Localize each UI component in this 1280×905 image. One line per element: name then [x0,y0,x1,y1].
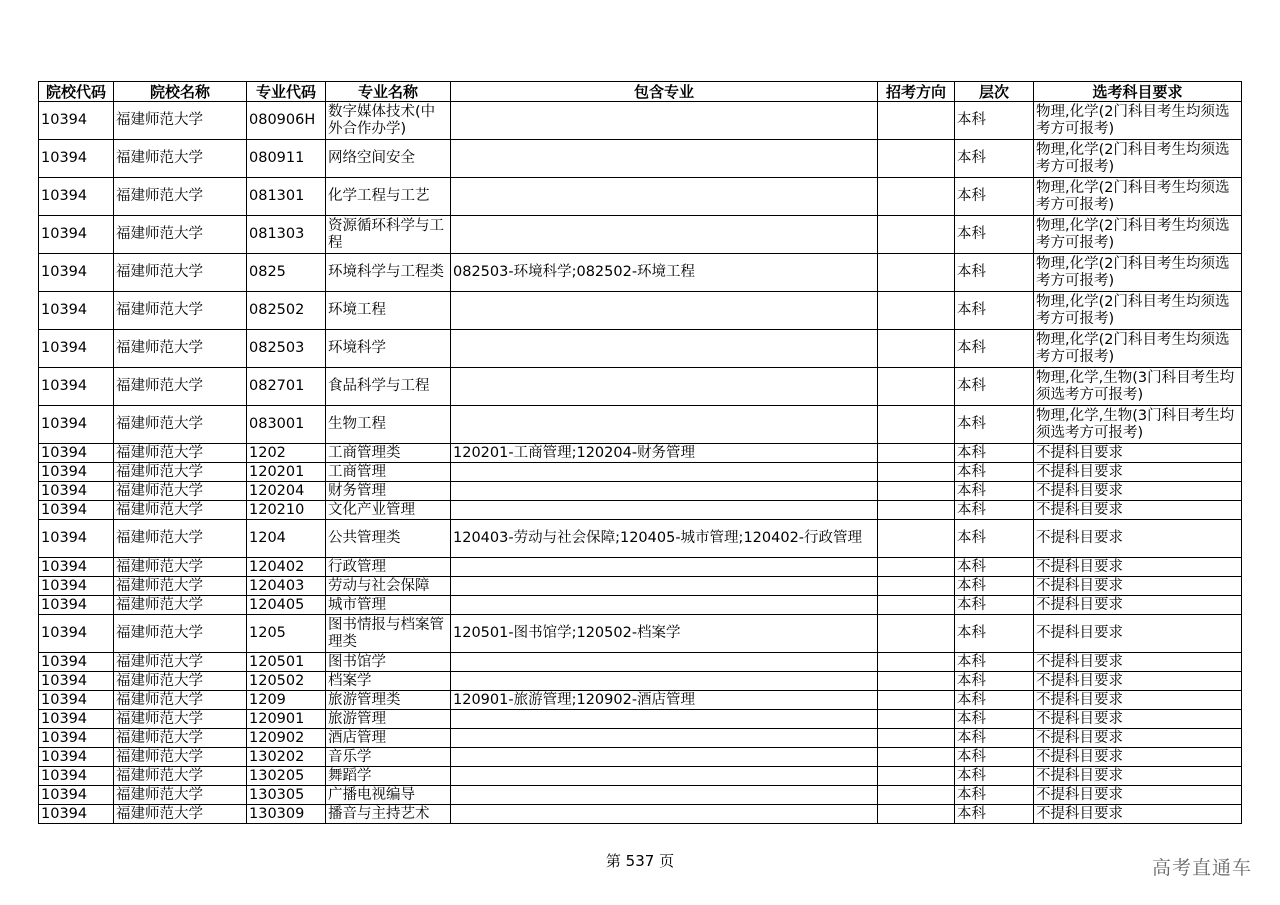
cell-major-code: 1209 [247,691,326,710]
cell-school-code: 10394 [39,216,114,254]
cell-school-name: 福建师范大学 [114,710,247,729]
cell-level: 本科 [955,786,1034,805]
cell-school-code: 10394 [39,558,114,577]
cell-subject-requirements: 不提科目要求 [1034,615,1242,653]
cell-level: 本科 [955,501,1034,520]
cell-direction [878,178,955,216]
cell-major-code: 120201 [247,463,326,482]
cell-school-code: 10394 [39,444,114,463]
cell-level: 本科 [955,805,1034,824]
cell-school-name: 福建师范大学 [114,672,247,691]
cell-major-name: 图书馆学 [326,653,451,672]
table-row [39,596,1242,615]
cell-direction [878,140,955,178]
cell-direction [878,577,955,596]
cell-major-code: 130202 [247,748,326,767]
cell-major-code: 082503 [247,330,326,368]
cell-school-code: 10394 [39,653,114,672]
cell-major-name: 工商管理 [326,463,451,482]
cell-school-name: 福建师范大学 [114,463,247,482]
cell-major-name: 档案学 [326,672,451,691]
table-row [39,501,1242,520]
cell-major-code: 120902 [247,729,326,748]
cell-included-majors: 120201-工商管理;120204-财务管理 [451,444,878,463]
cell-major-name: 资源循环科学与工程 [326,216,451,254]
cell-level: 本科 [955,102,1034,140]
cell-major-name: 行政管理 [326,558,451,577]
cell-direction [878,482,955,501]
cell-school-name: 福建师范大学 [114,140,247,178]
cell-school-code: 10394 [39,710,114,729]
cell-school-code: 10394 [39,729,114,748]
cell-school-name: 福建师范大学 [114,691,247,710]
table-row [39,482,1242,501]
cell-included-majors [451,786,878,805]
header-subject-requirements: 选考科目要求 [1034,82,1242,102]
table-row [39,672,1242,691]
cell-included-majors [451,558,878,577]
cell-subject-requirements: 物理,化学,生物(3门科目考生均须选考方可报考) [1034,406,1242,444]
cell-direction [878,767,955,786]
cell-direction [878,368,955,406]
cell-level: 本科 [955,596,1034,615]
cell-subject-requirements: 不提科目要求 [1034,482,1242,501]
cell-school-name: 福建师范大学 [114,615,247,653]
cell-major-code: 080906H [247,102,326,140]
cell-included-majors [451,767,878,786]
cell-school-name: 福建师范大学 [114,805,247,824]
cell-subject-requirements: 不提科目要求 [1034,805,1242,824]
cell-school-code: 10394 [39,330,114,368]
cell-direction [878,615,955,653]
cell-school-name: 福建师范大学 [114,102,247,140]
cell-school-code: 10394 [39,102,114,140]
cell-major-code: 080911 [247,140,326,178]
cell-level: 本科 [955,140,1034,178]
cell-major-code: 083001 [247,406,326,444]
cell-major-code: 081301 [247,178,326,216]
cell-subject-requirements: 不提科目要求 [1034,653,1242,672]
cell-school-name: 福建师范大学 [114,520,247,558]
cell-subject-requirements: 不提科目要求 [1034,691,1242,710]
cell-direction [878,748,955,767]
cell-school-name: 福建师范大学 [114,368,247,406]
cell-included-majors [451,330,878,368]
cell-included-majors [451,102,878,140]
table-row [39,463,1242,482]
cell-included-majors [451,292,878,330]
cell-subject-requirements: 物理,化学(2门科目考生均须选考方可报考) [1034,216,1242,254]
cell-major-name: 播音与主持艺术 [326,805,451,824]
cell-school-code: 10394 [39,292,114,330]
cell-major-name: 音乐学 [326,748,451,767]
cell-major-name: 舞蹈学 [326,767,451,786]
header-level: 层次 [955,82,1034,102]
table-row [39,748,1242,767]
cell-included-majors [451,729,878,748]
cell-subject-requirements: 不提科目要求 [1034,596,1242,615]
cell-subject-requirements: 不提科目要求 [1034,463,1242,482]
cell-school-code: 10394 [39,482,114,501]
cell-included-majors [451,216,878,254]
cell-school-code: 10394 [39,368,114,406]
cell-included-majors: 120901-旅游管理;120902-酒店管理 [451,691,878,710]
cell-major-name: 化学工程与工艺 [326,178,451,216]
table-body [39,102,1242,824]
cell-subject-requirements: 不提科目要求 [1034,444,1242,463]
cell-major-code: 120502 [247,672,326,691]
cell-level: 本科 [955,748,1034,767]
cell-major-name: 旅游管理 [326,710,451,729]
table-row [39,615,1242,653]
cell-level: 本科 [955,653,1034,672]
cell-subject-requirements: 物理,化学(2门科目考生均须选考方可报考) [1034,140,1242,178]
cell-subject-requirements: 物理,化学(2门科目考生均须选考方可报考) [1034,178,1242,216]
cell-direction [878,558,955,577]
table-row [39,805,1242,824]
cell-subject-requirements: 不提科目要求 [1034,748,1242,767]
cell-subject-requirements: 不提科目要求 [1034,558,1242,577]
cell-subject-requirements: 物理,化学(2门科目考生均须选考方可报考) [1034,102,1242,140]
cell-subject-requirements: 物理,化学(2门科目考生均须选考方可报考) [1034,330,1242,368]
cell-major-code: 082701 [247,368,326,406]
cell-level: 本科 [955,292,1034,330]
cell-school-name: 福建师范大学 [114,729,247,748]
header-school-code: 院校代码 [39,82,114,102]
cell-school-code: 10394 [39,254,114,292]
table-row [39,178,1242,216]
watermark-logo: 高考直通车 [1151,857,1252,879]
cell-direction [878,691,955,710]
cell-included-majors [451,501,878,520]
cell-direction [878,805,955,824]
cell-included-majors [451,653,878,672]
cell-major-code: 120210 [247,501,326,520]
table-row [39,254,1242,292]
table-row [39,216,1242,254]
cell-level: 本科 [955,729,1034,748]
cell-included-majors [451,406,878,444]
cell-major-name: 广播电视编导 [326,786,451,805]
cell-subject-requirements: 不提科目要求 [1034,577,1242,596]
cell-subject-requirements: 不提科目要求 [1034,786,1242,805]
cell-school-name: 福建师范大学 [114,577,247,596]
cell-level: 本科 [955,463,1034,482]
cell-level: 本科 [955,767,1034,786]
cell-school-code: 10394 [39,406,114,444]
cell-subject-requirements: 不提科目要求 [1034,501,1242,520]
cell-school-name: 福建师范大学 [114,748,247,767]
table-row [39,691,1242,710]
cell-major-name: 生物工程 [326,406,451,444]
cell-school-code: 10394 [39,748,114,767]
cell-included-majors [451,710,878,729]
cell-major-code: 120901 [247,710,326,729]
table-row [39,102,1242,140]
table-row [39,406,1242,444]
table-row [39,368,1242,406]
cell-included-majors [451,178,878,216]
cell-major-name: 酒店管理 [326,729,451,748]
cell-included-majors [451,577,878,596]
cell-major-code: 120403 [247,577,326,596]
cell-direction [878,520,955,558]
cell-level: 本科 [955,444,1034,463]
cell-school-name: 福建师范大学 [114,330,247,368]
cell-level: 本科 [955,710,1034,729]
table-row [39,292,1242,330]
cell-major-code: 120405 [247,596,326,615]
cell-subject-requirements: 不提科目要求 [1034,710,1242,729]
header-included-majors: 包含专业 [451,82,878,102]
cell-direction [878,710,955,729]
cell-level: 本科 [955,577,1034,596]
cell-school-code: 10394 [39,672,114,691]
cell-major-code: 1202 [247,444,326,463]
table-row [39,653,1242,672]
cell-school-name: 福建师范大学 [114,406,247,444]
cell-included-majors: 082503-环境科学;082502-环境工程 [451,254,878,292]
header-school-name: 院校名称 [114,82,247,102]
table-row [39,710,1242,729]
cell-direction [878,444,955,463]
cell-direction [878,292,955,330]
cell-included-majors: 120501-图书馆学;120502-档案学 [451,615,878,653]
cell-level: 本科 [955,520,1034,558]
cell-subject-requirements: 不提科目要求 [1034,520,1242,558]
cell-major-name: 环境科学 [326,330,451,368]
cell-included-majors [451,805,878,824]
cell-school-code: 10394 [39,767,114,786]
header-major-code: 专业代码 [247,82,326,102]
cell-school-name: 福建师范大学 [114,786,247,805]
cell-school-name: 福建师范大学 [114,292,247,330]
table-row [39,140,1242,178]
header-major-name: 专业名称 [326,82,451,102]
cell-major-name: 网络空间安全 [326,140,451,178]
cell-level: 本科 [955,482,1034,501]
cell-level: 本科 [955,178,1034,216]
cell-school-code: 10394 [39,805,114,824]
cell-school-code: 10394 [39,463,114,482]
cell-included-majors [451,748,878,767]
cell-included-majors [451,596,878,615]
cell-major-code: 1204 [247,520,326,558]
cell-major-name: 旅游管理类 [326,691,451,710]
cell-school-name: 福建师范大学 [114,596,247,615]
cell-major-name: 数字媒体技术(中外合作办学) [326,102,451,140]
cell-direction [878,406,955,444]
cell-major-name: 环境工程 [326,292,451,330]
cell-subject-requirements: 不提科目要求 [1034,729,1242,748]
cell-major-code: 0825 [247,254,326,292]
cell-subject-requirements: 不提科目要求 [1034,672,1242,691]
cell-included-majors [451,672,878,691]
cell-direction [878,463,955,482]
cell-subject-requirements: 不提科目要求 [1034,767,1242,786]
header-direction: 招考方向 [878,82,955,102]
cell-subject-requirements: 物理,化学,生物(3门科目考生均须选考方可报考) [1034,368,1242,406]
cell-direction [878,653,955,672]
cell-school-code: 10394 [39,615,114,653]
admission-table [38,81,1242,824]
cell-major-code: 081303 [247,216,326,254]
cell-school-code: 10394 [39,140,114,178]
table-row [39,558,1242,577]
cell-school-code: 10394 [39,596,114,615]
cell-level: 本科 [955,691,1034,710]
cell-school-name: 福建师范大学 [114,216,247,254]
cell-major-name: 城市管理 [326,596,451,615]
cell-level: 本科 [955,615,1034,653]
cell-major-code: 130205 [247,767,326,786]
table-row [39,767,1242,786]
cell-level: 本科 [955,368,1034,406]
cell-major-name: 工商管理类 [326,444,451,463]
cell-school-code: 10394 [39,577,114,596]
table-row [39,577,1242,596]
cell-school-code: 10394 [39,501,114,520]
cell-major-name: 财务管理 [326,482,451,501]
cell-school-code: 10394 [39,520,114,558]
cell-major-code: 120501 [247,653,326,672]
cell-major-code: 1205 [247,615,326,653]
table-row [39,729,1242,748]
cell-level: 本科 [955,216,1034,254]
cell-direction [878,501,955,520]
cell-major-code: 120204 [247,482,326,501]
cell-subject-requirements: 物理,化学(2门科目考生均须选考方可报考) [1034,292,1242,330]
cell-major-code: 130305 [247,786,326,805]
cell-major-code: 120402 [247,558,326,577]
cell-direction [878,786,955,805]
page-number: 第 537 页 [605,852,675,870]
cell-major-name: 食品科学与工程 [326,368,451,406]
cell-school-name: 福建师范大学 [114,444,247,463]
cell-direction [878,216,955,254]
cell-direction [878,102,955,140]
cell-included-majors: 120403-劳动与社会保障;120405-城市管理;120402-行政管理 [451,520,878,558]
table-row [39,786,1242,805]
cell-level: 本科 [955,672,1034,691]
cell-major-name: 环境科学与工程类 [326,254,451,292]
cell-direction [878,596,955,615]
cell-included-majors [451,368,878,406]
cell-direction [878,729,955,748]
cell-level: 本科 [955,330,1034,368]
cell-school-name: 福建师范大学 [114,178,247,216]
cell-direction [878,254,955,292]
table-row [39,330,1242,368]
cell-major-name: 图书情报与档案管理类 [326,615,451,653]
cell-level: 本科 [955,558,1034,577]
header-row [39,82,1242,102]
cell-included-majors [451,140,878,178]
cell-major-code: 082502 [247,292,326,330]
cell-major-name: 文化产业管理 [326,501,451,520]
cell-school-name: 福建师范大学 [114,482,247,501]
table-row [39,444,1242,463]
cell-level: 本科 [955,254,1034,292]
cell-major-code: 130309 [247,805,326,824]
cell-school-name: 福建师范大学 [114,653,247,672]
cell-school-name: 福建师范大学 [114,501,247,520]
table-row [39,520,1242,558]
cell-school-name: 福建师范大学 [114,254,247,292]
cell-major-name: 公共管理类 [326,520,451,558]
cell-major-name: 劳动与社会保障 [326,577,451,596]
cell-school-name: 福建师范大学 [114,558,247,577]
cell-included-majors [451,482,878,501]
cell-school-code: 10394 [39,786,114,805]
cell-direction [878,330,955,368]
cell-included-majors [451,463,878,482]
cell-school-code: 10394 [39,178,114,216]
cell-level: 本科 [955,406,1034,444]
cell-school-code: 10394 [39,691,114,710]
cell-school-name: 福建师范大学 [114,767,247,786]
cell-subject-requirements: 物理,化学(2门科目考生均须选考方可报考) [1034,254,1242,292]
cell-direction [878,672,955,691]
